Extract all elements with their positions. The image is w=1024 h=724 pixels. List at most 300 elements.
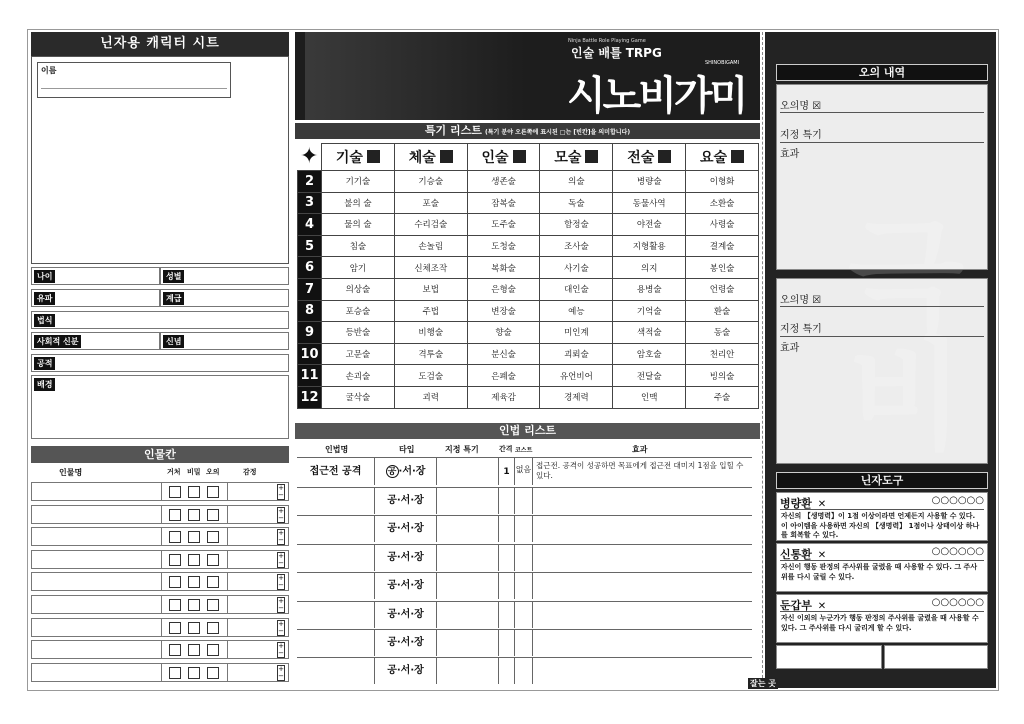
home-checkbox[interactable] (169, 667, 185, 682)
gap-box[interactable] (513, 150, 526, 163)
ninpo-skill[interactable] (437, 545, 499, 571)
skill-cell[interactable]: 환술 (686, 300, 759, 322)
cut-line (762, 32, 763, 688)
skill-cell[interactable]: 사령술 (686, 214, 759, 236)
skill-row-number: 11 (298, 365, 322, 387)
skill-cell[interactable]: 예능 (540, 300, 613, 322)
ninpo-range[interactable] (499, 630, 515, 656)
skill-cell[interactable]: 등반술 (322, 322, 395, 344)
secret-checkbox[interactable] (188, 622, 204, 637)
skill-category-label: 요술 (700, 150, 728, 166)
emotion-field[interactable] (227, 551, 275, 568)
ougi-name-field[interactable] (780, 283, 984, 307)
persons-title-bar (31, 446, 289, 463)
skill-cell[interactable]: 고문술 (322, 343, 395, 365)
ninpo-skill[interactable] (437, 458, 499, 485)
ougi-skill-field[interactable] (780, 121, 984, 143)
secret-checkbox[interactable] (188, 554, 204, 569)
ninpo-effect[interactable] (533, 488, 752, 514)
home-checkbox[interactable] (169, 622, 185, 637)
ninpo-range[interactable] (499, 573, 515, 599)
logo-title: 시노비가미 (567, 72, 746, 119)
ninpo-effect[interactable] (533, 630, 752, 656)
ninpo-cost[interactable] (515, 602, 533, 628)
ninpo-title: 인법 리스트 (499, 424, 556, 437)
ougi-checkbox[interactable] (207, 599, 223, 614)
age-field[interactable] (31, 267, 160, 285)
skill-row (298, 365, 759, 387)
skill-cell[interactable]: 소환술 (686, 192, 759, 214)
skill-row (298, 300, 759, 322)
skill-cell[interactable]: 생존술 (467, 171, 540, 193)
home-checkbox[interactable] (169, 576, 185, 591)
skill-cell[interactable]: 복화술 (467, 257, 540, 279)
skill-category-senjutsu[interactable] (613, 144, 686, 171)
uses-circles[interactable]: ○○○○○○ (931, 495, 984, 506)
ninpo-skill[interactable] (437, 658, 499, 684)
skill-category-ninjutsu[interactable] (467, 144, 540, 171)
ougi-checkbox[interactable] (207, 554, 223, 569)
secret-checkbox[interactable] (188, 486, 204, 501)
skill-cell[interactable]: 이형화 (686, 171, 759, 193)
ninpo-range[interactable] (499, 545, 515, 571)
ninpo-range[interactable]: 1 (499, 458, 515, 485)
belief-label: 신념 (163, 335, 184, 348)
gender-field[interactable] (160, 267, 289, 285)
ninpo-type[interactable]: 공·서·장 (375, 602, 437, 628)
ninpo-cost[interactable] (515, 516, 533, 542)
name-field[interactable] (41, 79, 227, 89)
gap-box[interactable] (367, 150, 380, 163)
skill-cell[interactable]: 굴삭술 (322, 386, 395, 408)
skill-cell[interactable]: 비행술 (394, 322, 467, 344)
person-row[interactable] (31, 527, 289, 546)
skill-row (298, 386, 759, 408)
skills-title: 특기 리스트 (424, 124, 482, 137)
home-checkbox[interactable] (169, 509, 185, 524)
social-field[interactable] (31, 332, 160, 350)
ninpo-header-name: 인법명 (325, 445, 349, 454)
skill-cell[interactable]: 병량술 (613, 171, 686, 193)
secret-checkbox[interactable] (188, 509, 204, 524)
ninpo-skill[interactable] (437, 630, 499, 656)
skill-cell[interactable]: 신체조작 (394, 257, 467, 279)
skill-cell[interactable]: 포술 (394, 192, 467, 214)
skill-cell[interactable]: 미인계 (540, 322, 613, 344)
skill-cell[interactable]: 야전술 (613, 214, 686, 236)
tool-free-slot-2[interactable] (884, 645, 988, 669)
ninpo-cost[interactable] (515, 545, 533, 571)
skill-cell[interactable]: 분신술 (467, 343, 540, 365)
ninpo-cost[interactable] (515, 573, 533, 599)
ninpo-row[interactable] (297, 544, 752, 571)
skill-cell[interactable]: 의상술 (322, 278, 395, 300)
ninpo-effect[interactable] (533, 602, 752, 628)
skill-row-number: 10 (298, 343, 322, 365)
skill-cell[interactable]: 언령술 (686, 278, 759, 300)
tools-title-bar (776, 472, 988, 489)
plus-minus-toggle[interactable]: + − (278, 506, 284, 522)
gap-box[interactable] (585, 150, 598, 163)
tool-description: 자신 이외의 누군가가 행동 판정의 주사위를 굴렸을 때 사용할 수 있다. 그 주사위를 다시 굴리게 할 수 있다. (781, 614, 979, 632)
tool-name: 신통환 (780, 548, 812, 561)
skill-cell[interactable]: 잠복술 (467, 192, 540, 214)
skill-cell[interactable]: 보법 (394, 278, 467, 300)
ougi-block-1 (776, 84, 988, 270)
emotion-field[interactable] (227, 641, 275, 658)
ninpo-name[interactable] (297, 573, 375, 599)
home-checkbox[interactable] (169, 599, 185, 614)
skill-cell[interactable]: 침술 (322, 235, 395, 257)
skill-cell[interactable]: 은폐술 (467, 365, 540, 387)
skills-title-bar (295, 123, 760, 139)
secret-checkbox[interactable] (188, 667, 204, 682)
social-label: 사회적 신분 (34, 335, 81, 348)
ninpo-cost[interactable] (515, 630, 533, 656)
skills-note: (특기 분야 오른쪽에 표시된 □는 [빈칸]을 의미합니다) (485, 129, 631, 136)
person-name-field[interactable] (32, 596, 162, 613)
tool-description: 자신이 행동 판정의 주사위를 굴렸을 때 사용할 수 있다. 그 주사위를 다시 굴릴 수 있다. (781, 563, 978, 581)
rank-field[interactable] (160, 289, 289, 307)
skill-cell[interactable]: 손놀림 (394, 235, 467, 257)
ninpo-name[interactable] (297, 630, 375, 656)
belief-field[interactable] (160, 332, 289, 350)
skill-cell[interactable]: 손괴술 (322, 365, 395, 387)
ninpo-row[interactable] (297, 629, 752, 656)
ninpo-name[interactable] (297, 488, 375, 514)
cut-here-label: 잘는 곳 (750, 679, 776, 688)
ninpo-range[interactable] (499, 516, 515, 542)
tool-name-row (780, 495, 984, 510)
ninpo-row[interactable] (297, 572, 752, 599)
ninpo-effect[interactable] (533, 658, 752, 684)
person-row[interactable] (31, 663, 289, 682)
home-checkbox[interactable] (169, 486, 185, 501)
skill-row (298, 278, 759, 300)
person-row[interactable] (31, 595, 289, 614)
skill-row (298, 192, 759, 214)
skill-category-taijutsu[interactable] (394, 144, 467, 171)
skill-row (298, 343, 759, 365)
skill-row-number: 5 (298, 235, 322, 257)
skill-cell[interactable]: 색적술 (613, 322, 686, 344)
cross-icon: ✕ (817, 601, 827, 612)
emotion-field[interactable] (227, 619, 275, 636)
persons-header-name: 인물명 (59, 468, 83, 477)
emotion-field[interactable] (227, 596, 275, 613)
emotion-field[interactable] (227, 483, 275, 500)
surface-field[interactable] (31, 311, 289, 329)
skill-row-number: 8 (298, 300, 322, 322)
ninpo-type[interactable]: 공·서·장 (375, 658, 437, 684)
ninpo-name[interactable] (297, 545, 375, 571)
tool-free-slot-1[interactable] (776, 645, 882, 669)
ninpo-skill[interactable] (437, 516, 499, 542)
persons-header-secret: 비밀 (187, 468, 201, 476)
home-checkbox[interactable] (169, 554, 185, 569)
ougi-effect-label: 효과 (780, 149, 800, 160)
ninpo-name[interactable] (297, 516, 375, 542)
skill-cell[interactable]: 암기 (322, 257, 395, 279)
skill-category-label: 모술 (554, 150, 582, 166)
skill-row-number: 4 (298, 214, 322, 236)
skill-cell[interactable]: 결계술 (686, 235, 759, 257)
ougi-skill-label: 지정 특기 (780, 324, 822, 335)
school-field[interactable] (31, 289, 160, 307)
gap-box[interactable] (731, 150, 744, 163)
ninpo-skill[interactable] (437, 573, 499, 599)
achievement-field[interactable] (31, 354, 289, 372)
logo-tagline: Ninja Battle Role Playing Game (568, 38, 646, 44)
ougi-skill-field[interactable] (780, 315, 984, 337)
person-name-field[interactable] (32, 664, 162, 681)
person-name-field[interactable] (32, 528, 162, 545)
person-row[interactable] (31, 572, 289, 591)
ninpo-type[interactable]: 공·서·장 (375, 488, 437, 514)
ninpo-range[interactable] (499, 602, 515, 628)
ninpo-row[interactable] (297, 601, 752, 628)
ninpo-row[interactable] (297, 457, 752, 485)
emotion-field[interactable] (227, 573, 275, 590)
emotion-field[interactable] (227, 664, 275, 681)
name-label: 이름 (41, 66, 57, 75)
skill-cell[interactable]: 암호술 (613, 343, 686, 365)
ougi-checkbox[interactable] (207, 622, 223, 637)
ninpo-name[interactable] (297, 658, 375, 684)
skill-cell[interactable]: 괴력 (394, 386, 467, 408)
ninpo-range[interactable] (499, 488, 515, 514)
skill-cell[interactable]: 빙의술 (686, 365, 759, 387)
skill-cell[interactable]: 도검술 (394, 365, 467, 387)
skill-cell[interactable]: 은형술 (467, 278, 540, 300)
skill-cell[interactable]: 도청술 (467, 235, 540, 257)
ougi-effect-field[interactable] (780, 339, 984, 459)
persons-header-home: 거처 (167, 468, 181, 476)
ninpo-name[interactable] (297, 602, 375, 628)
emotion-field[interactable] (227, 528, 275, 545)
secret-checkbox[interactable] (188, 531, 204, 546)
secret-checkbox[interactable] (188, 576, 204, 591)
ougi-effect-label: 효과 (780, 343, 800, 354)
type-selected-circle: 공 (386, 465, 399, 478)
skill-row (298, 214, 759, 236)
skill-row-number: 12 (298, 386, 322, 408)
skill-cell[interactable]: 함정술 (540, 214, 613, 236)
ninpo-effect[interactable] (533, 573, 752, 599)
tool-item[interactable] (776, 492, 988, 541)
portrait-area (31, 56, 289, 264)
background-field[interactable] (31, 375, 289, 439)
checked-box-icon[interactable]: ☒ (812, 101, 822, 112)
ougi-skill-label: 지정 특기 (780, 130, 822, 141)
cross-icon: ✕ (817, 550, 827, 561)
person-name-field[interactable] (32, 641, 162, 658)
skill-cell[interactable]: 용병술 (613, 278, 686, 300)
skill-category-bojutsu[interactable] (540, 144, 613, 171)
ougi-title-bar (776, 64, 988, 81)
skill-cell[interactable]: 물의 술 (322, 214, 395, 236)
skill-cell[interactable]: 대인술 (540, 278, 613, 300)
ninpo-cost[interactable] (515, 488, 533, 514)
ninpo-skill[interactable] (437, 602, 499, 628)
plus-minus-toggle[interactable]: + − (278, 619, 284, 635)
ninpo-row[interactable] (297, 657, 752, 684)
person-row[interactable] (31, 640, 289, 659)
shuriken-icon: ✦ (298, 144, 322, 171)
skill-cell[interactable]: 천리안 (686, 343, 759, 365)
skill-cell[interactable]: 향술 (467, 322, 540, 344)
ougi-checkbox[interactable] (207, 509, 223, 524)
skill-cell[interactable]: 의술 (540, 171, 613, 193)
person-row[interactable] (31, 482, 289, 501)
ninpo-header-effect: 효과 (632, 445, 648, 454)
ougi-name-label: 오의명 (780, 295, 809, 306)
person-row[interactable] (31, 550, 289, 569)
skill-row (298, 171, 759, 193)
person-row[interactable] (31, 505, 289, 524)
skill-cell[interactable]: 조사술 (540, 235, 613, 257)
ninpo-row[interactable] (297, 487, 752, 514)
ninpo-effect[interactable]: 접근전. 공격이 성공하면 목표에게 접근전 대미지 1점을 입힐 수 있다. (536, 461, 744, 480)
person-name-field[interactable] (32, 506, 162, 523)
skill-cell[interactable]: 도주술 (467, 214, 540, 236)
tool-name-row (780, 546, 984, 561)
ougi-checkbox[interactable] (207, 667, 223, 682)
ninpo-cost[interactable]: 없음 (515, 458, 533, 485)
person-name-field[interactable] (32, 551, 162, 568)
skill-cell[interactable]: 의지 (613, 257, 686, 279)
home-checkbox[interactable] (169, 531, 185, 546)
tools-title: 닌자도구 (860, 474, 904, 487)
skill-cell[interactable]: 사기술 (540, 257, 613, 279)
tool-item[interactable] (776, 594, 988, 643)
skill-cell[interactable]: 격투술 (394, 343, 467, 365)
ougi-checkbox[interactable] (207, 531, 223, 546)
ougi-checkbox[interactable] (207, 486, 223, 501)
person-name-field[interactable] (32, 573, 162, 590)
ninpo-header-range: 간격 (499, 445, 513, 453)
skill-cell[interactable]: 봉인술 (686, 257, 759, 279)
ninpo-type[interactable]: 공·서·장 (375, 630, 437, 656)
secret-checkbox[interactable] (188, 644, 204, 659)
plus-minus-toggle[interactable]: + − (278, 664, 284, 680)
skills-header-row (298, 144, 759, 171)
gap-box[interactable] (440, 150, 453, 163)
ninpo-effect[interactable] (533, 545, 752, 571)
person-name-field[interactable] (32, 619, 162, 636)
tool-name: 둔갑부 (780, 599, 812, 612)
tool-name-row (780, 597, 984, 612)
skill-cell[interactable]: 독술 (540, 192, 613, 214)
ougi-name-field[interactable] (780, 89, 984, 113)
ninpo-effect[interactable] (533, 516, 752, 542)
secret-checkbox[interactable] (188, 599, 204, 614)
ninpo-range[interactable] (499, 658, 515, 684)
ougi-checkbox[interactable] (207, 644, 223, 659)
skill-cell[interactable]: 지형활용 (613, 235, 686, 257)
plus-minus-toggle[interactable]: + − (278, 529, 284, 545)
skill-category-yojutsu[interactable] (686, 144, 759, 171)
skill-cell[interactable]: 인맥 (613, 386, 686, 408)
school-label: 유파 (34, 292, 55, 305)
person-name-field[interactable] (32, 483, 162, 500)
skill-category-label: 전술 (627, 150, 655, 166)
skill-cell[interactable]: 동술 (686, 322, 759, 344)
skill-cell[interactable]: 괴뢰술 (540, 343, 613, 365)
skill-cell[interactable]: 포승술 (322, 300, 395, 322)
uses-circles[interactable]: ○○○○○○ (931, 597, 984, 608)
persons-header-ougi: 오의 (206, 468, 220, 476)
sheet-title: 닌자용 캐릭터 시트 (100, 36, 220, 51)
persons-header-emotion: 감정 (243, 468, 257, 476)
ninpo-type[interactable]: 공·서·장 (375, 573, 437, 599)
skill-cell[interactable]: 동물사역 (613, 192, 686, 214)
name-box (37, 62, 231, 98)
uses-circles[interactable]: ○○○○○○ (931, 546, 984, 557)
ninpo-name[interactable]: 접근전 공격 (297, 458, 375, 485)
ninpo-type[interactable] (375, 458, 437, 485)
skill-cell[interactable]: 유언비어 (540, 365, 613, 387)
ninpo-cost[interactable] (515, 658, 533, 684)
art-silhouette (305, 32, 525, 120)
logo-subtitle: 인술 배틀 TRPG (571, 46, 662, 60)
achievement-label: 공적 (34, 357, 55, 370)
sheet-title-bar (31, 32, 289, 56)
home-checkbox[interactable] (169, 644, 185, 659)
skill-cell[interactable]: 경제력 (540, 386, 613, 408)
plus-minus-toggle[interactable]: + − (278, 597, 284, 612)
checked-box-icon[interactable]: ☒ (812, 295, 822, 306)
skill-cell[interactable]: 불의 술 (322, 192, 395, 214)
plus-minus-toggle[interactable]: + − (278, 574, 284, 590)
ougi-checkbox[interactable] (207, 576, 223, 591)
emotion-field[interactable] (227, 506, 275, 523)
ninpo-header-cost: 코스트 (515, 447, 533, 454)
persons-header (31, 465, 289, 480)
rank-label: 계급 (163, 292, 184, 305)
ninpo-row[interactable] (297, 515, 752, 542)
skill-cell[interactable]: 주법 (394, 300, 467, 322)
skill-cell[interactable]: 수리검술 (394, 214, 467, 236)
skills-body (298, 171, 759, 409)
ninpo-skill[interactable] (437, 488, 499, 514)
skill-cell[interactable]: 제육감 (467, 386, 540, 408)
ninpo-header-skill: 지정 특기 (445, 445, 479, 454)
tool-item[interactable] (776, 543, 988, 592)
plus-minus-toggle[interactable]: + − (278, 642, 284, 658)
plus-minus-toggle[interactable]: + − (278, 484, 284, 499)
skill-cell[interactable]: 주술 (686, 386, 759, 408)
skill-row (298, 322, 759, 344)
ougi-effect-field[interactable] (780, 145, 984, 265)
person-row[interactable] (31, 618, 289, 637)
skill-cell[interactable]: 변장술 (467, 300, 540, 322)
ninpo-type[interactable]: 공·서·장 (375, 545, 437, 571)
skill-row-number: 6 (298, 257, 322, 279)
skill-cell[interactable]: 기승술 (394, 171, 467, 193)
ougi-block-2 (776, 278, 988, 464)
skill-cell[interactable]: 전달술 (613, 365, 686, 387)
plus-minus-toggle[interactable]: + − (278, 551, 284, 567)
skill-row-number: 9 (298, 322, 322, 344)
ninpo-type[interactable]: 공·서·장 (375, 516, 437, 542)
skill-cell[interactable]: 기억술 (613, 300, 686, 322)
skill-category-gijutsu[interactable] (322, 144, 395, 171)
gap-box[interactable] (658, 150, 671, 163)
tool-description: 자신의 【생명력】이 1점 이상이라면 언제든지 사용할 수 있다. 이 아이템을 사용하면 자신의 【생명력】 1점이나 상태이상 하나를 회복할 수 있다. (781, 512, 980, 539)
skill-cell[interactable]: 기기술 (322, 171, 395, 193)
logo-banner (295, 32, 760, 120)
